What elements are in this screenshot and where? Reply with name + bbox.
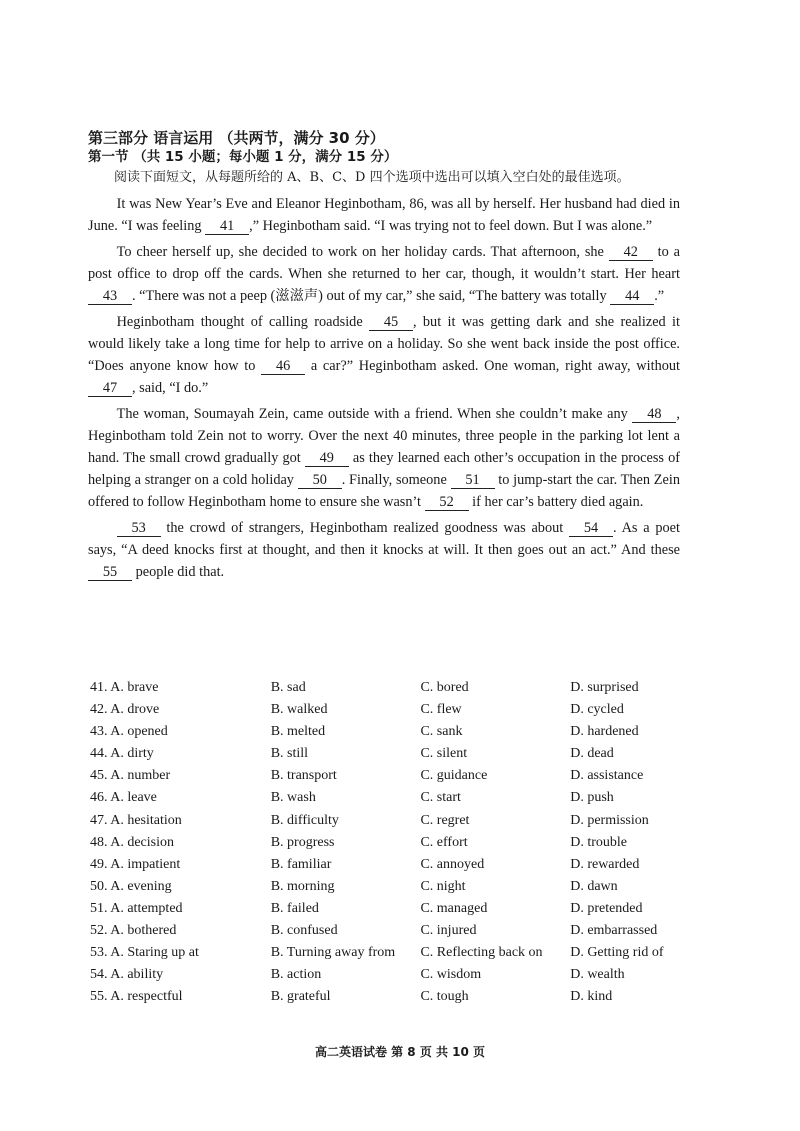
option-B: B. wash	[270, 790, 316, 806]
passage-paragraph	[88, 193, 680, 237]
question-options-row	[90, 942, 690, 964]
option-B: B. grateful	[270, 989, 331, 1005]
option-D: D. trouble	[570, 834, 627, 850]
blank-52: 52	[425, 494, 469, 511]
option-C: C. wisdom	[420, 967, 482, 983]
question-options-row	[90, 787, 690, 809]
option-C: C. effort	[420, 834, 468, 850]
option-D: D. push	[570, 790, 614, 806]
option-A: 44. A. dirty	[90, 746, 154, 762]
blank-54: 54	[569, 520, 613, 537]
passage-text: if her car’s battery died again.	[468, 494, 644, 510]
passage-text: . As a poet says, “A deed knocks first at thought, and then it knocks at will. It then goes out an act.” And these	[88, 520, 680, 558]
option-B: B. melted	[270, 724, 326, 740]
blank-51: 51	[451, 472, 495, 489]
option-A: 48. A. decision	[90, 834, 174, 850]
option-A: 41. A. brave	[90, 680, 159, 695]
option-C: C. annoyed	[420, 856, 485, 872]
passage-text: It was New Year’s Eve and Eleanor Heginbotham, 86, was all by herself. Her husband had died in June. “I was feeling	[88, 196, 680, 234]
passage-text: to a post office to drop off the cards. When she returned to her car, though, it wouldn’t start. Her heart	[88, 244, 680, 282]
question-options-row	[90, 876, 690, 898]
passage-text: . “There was not a peep (滋滋声) out of my car,” she said, “The battery was totally	[132, 288, 611, 304]
option-C: C. regret	[420, 812, 470, 828]
option-C: C. silent	[420, 746, 468, 762]
subsection-title: 第一节 （共 15 小题；每小题 1 分，满分 15 分）	[88, 149, 398, 165]
option-D: D. dawn	[570, 878, 618, 894]
blank-42: 42	[609, 244, 653, 261]
passage-text: , but it was getting dark and she realized it would likely take a long time for help to arrive on a holiday. So she went back inside the post office. “Does anyone know how to	[88, 314, 680, 374]
options-list	[90, 677, 690, 1008]
question-options-row	[90, 743, 690, 765]
option-D: D. pretended	[570, 900, 643, 916]
passage-text: people did that.	[132, 564, 225, 580]
option-B: B. morning	[270, 878, 335, 894]
passage-text: .”	[654, 288, 665, 304]
option-B: B. transport	[270, 768, 337, 784]
passage-text: The woman, Soumayah Zein, came outside with a friend. When she couldn’t make any	[116, 406, 633, 422]
passage-text: the crowd of strangers, Heginbotham realized goodness was about	[160, 520, 569, 536]
option-C: C. managed	[420, 900, 488, 916]
blank-49: 49	[305, 450, 349, 467]
question-options-row	[90, 832, 690, 854]
option-C: C. bored	[420, 680, 469, 695]
question-options-row	[90, 677, 690, 699]
option-D: D. kind	[570, 989, 613, 1005]
passage-paragraph	[88, 517, 680, 583]
option-D: D. Getting rid of	[570, 945, 664, 961]
option-B: B. action	[270, 967, 322, 983]
question-options-row	[90, 854, 690, 876]
option-B: B. confused	[270, 923, 338, 939]
option-C: C. flew	[420, 702, 462, 718]
option-B: B. walked	[270, 702, 328, 718]
option-D: D. surprised	[570, 680, 639, 695]
option-A: 46. A. leave	[90, 790, 157, 806]
option-D: D. embarrassed	[570, 923, 658, 939]
question-options-row	[90, 898, 690, 920]
option-D: D. permission	[570, 812, 649, 828]
passage-text: , said, “I do.”	[132, 380, 209, 396]
option-B: B. sad	[270, 680, 306, 695]
blank-45: 45	[369, 314, 413, 331]
question-options-row	[90, 721, 690, 743]
option-C: C. tough	[420, 989, 469, 1005]
question-options-row	[90, 765, 690, 787]
option-D: D. assistance	[570, 768, 644, 784]
question-options-row	[90, 964, 690, 986]
passage	[88, 193, 680, 583]
option-A: 50. A. evening	[90, 878, 172, 894]
blank-47: 47	[88, 380, 132, 397]
blank-46: 46	[261, 358, 305, 375]
option-A: 49. A. impatient	[90, 856, 181, 872]
question-options-row	[90, 920, 690, 942]
option-D: D. rewarded	[570, 856, 640, 872]
passage-text: to jump-start the car. Then Zein offered to follow Heginbotham home to ensure she wasn’t	[88, 472, 680, 510]
passage-text: . Finally, someone	[341, 472, 451, 488]
option-B: B. familiar	[270, 856, 332, 872]
option-C: C. Reflecting back on	[420, 945, 543, 961]
passage-text: To cheer herself up, she decided to work on her holiday cards. That afternoon, she	[116, 244, 609, 260]
passage-text: , Heginbotham told Zein not to worry. Over the next 40 minutes, three people in the parking lot lent a hand. The small crowd gradually got	[88, 406, 680, 466]
option-C: C. sank	[420, 724, 463, 740]
blank-44: 44	[610, 288, 654, 305]
passage-text: ,” Heginbotham said. “I was trying not to feel down. But I was alone.”	[249, 218, 653, 234]
option-A: 42. A. drove	[90, 702, 160, 718]
option-A: 43. A. opened	[90, 724, 168, 740]
passage-paragraph	[88, 403, 680, 513]
option-D: D. hardened	[570, 724, 639, 740]
option-B: B. progress	[270, 834, 335, 850]
option-C: C. night	[420, 878, 466, 894]
passage-paragraph	[88, 311, 680, 399]
blank-50: 50	[298, 472, 342, 489]
option-A: 54. A. ability	[90, 967, 164, 983]
option-C: C. guidance	[420, 768, 488, 784]
option-A: 47. A. hesitation	[90, 812, 182, 828]
section-title: 第三部分 语言运用 （共两节，满分 30 分）	[88, 129, 385, 147]
question-options-row	[90, 699, 690, 721]
option-A: 45. A. number	[90, 768, 171, 784]
option-D: D. dead	[570, 746, 614, 762]
option-A: 52. A. bothered	[90, 923, 177, 939]
passage-text: a car?” Heginbotham asked. One woman, right away, without	[305, 358, 680, 374]
option-C: C. start	[420, 790, 461, 806]
instructions: 阅读下面短文，从每题所给的 A、B、C、D 四个选项中选出可以填入空白处的最佳选项。	[114, 170, 630, 185]
question-options-row	[90, 810, 690, 832]
option-A: 55. A. respectful	[90, 989, 183, 1005]
blank-55: 55	[88, 564, 132, 581]
passage-text: Heginbotham thought of calling roadside	[116, 314, 369, 330]
option-D: D. cycled	[570, 702, 624, 718]
exam-section	[88, 128, 680, 587]
passage-text: as they learned each other’s occupation in the process of helping a stranger on a cold holiday	[88, 450, 680, 488]
option-B: B. failed	[270, 900, 319, 916]
blank-43: 43	[88, 288, 132, 305]
option-A: 53. A. Staring up at	[90, 945, 199, 961]
question-options-row	[90, 986, 690, 1008]
option-B: B. Turning away from	[270, 945, 396, 961]
passage-paragraph	[88, 241, 680, 307]
blank-53: 53	[117, 520, 161, 537]
blank-48: 48	[632, 406, 676, 423]
option-B: B. difficulty	[270, 812, 339, 828]
option-C: C. injured	[420, 923, 477, 939]
option-A: 51. A. attempted	[90, 900, 183, 916]
page-footer: 高二英语试卷 第 8 页 共 10 页	[314, 1045, 486, 1059]
option-B: B. still	[270, 746, 309, 762]
blank-41: 41	[205, 218, 249, 235]
option-D: D. wealth	[570, 967, 625, 983]
